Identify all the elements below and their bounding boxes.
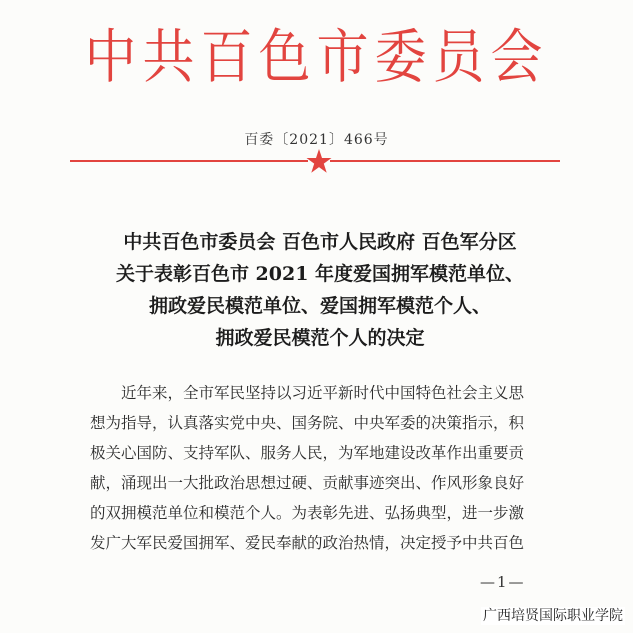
title-line: 关于表彰百色市 2021 年度爱国拥军模范单位、 xyxy=(115,263,525,285)
red-divider-right xyxy=(330,160,560,162)
title-line: 拥政爱民模范单位、爱国拥军模范个人、 xyxy=(148,295,491,317)
body-line: 近年来，全市军民坚持以习近平新时代中国特色社会主义思 xyxy=(121,384,525,402)
red-divider-left xyxy=(70,160,308,162)
title-line: 中共百色市委员会 百色市人民政府 百色军分区 xyxy=(123,231,517,253)
document-title xyxy=(60,226,580,354)
document-number: 百委〔2021〕466号 xyxy=(244,132,389,148)
body-line: 献，涌现出一大批政治思想过硬、贡献事迹突出、作风形象良好 xyxy=(90,474,525,492)
body-line: 发广大军民爱国拥军、爱民奉献的政治热情，决定授予中共百色 xyxy=(90,534,525,552)
red-star-icon xyxy=(306,148,332,174)
source-watermark: 广西培贤国际职业学院 xyxy=(483,608,623,624)
body-line: 的双拥模范单位和模范个人。为表彰先进、弘扬典型，进一步激 xyxy=(90,504,525,522)
body-line: 极关心国防、支持军队、服务人民，为军地建设改革作出重要贡 xyxy=(90,444,525,462)
masthead-title: 中共百色市委员会 xyxy=(84,24,549,92)
body-paragraph xyxy=(90,378,570,558)
body-line: 想为指导，认真落实党中央、国务院、中央军委的决策指示，积 xyxy=(90,414,525,432)
page-number: —1— xyxy=(480,573,526,591)
title-line: 拥政爱民模范个人的决定 xyxy=(215,327,425,349)
